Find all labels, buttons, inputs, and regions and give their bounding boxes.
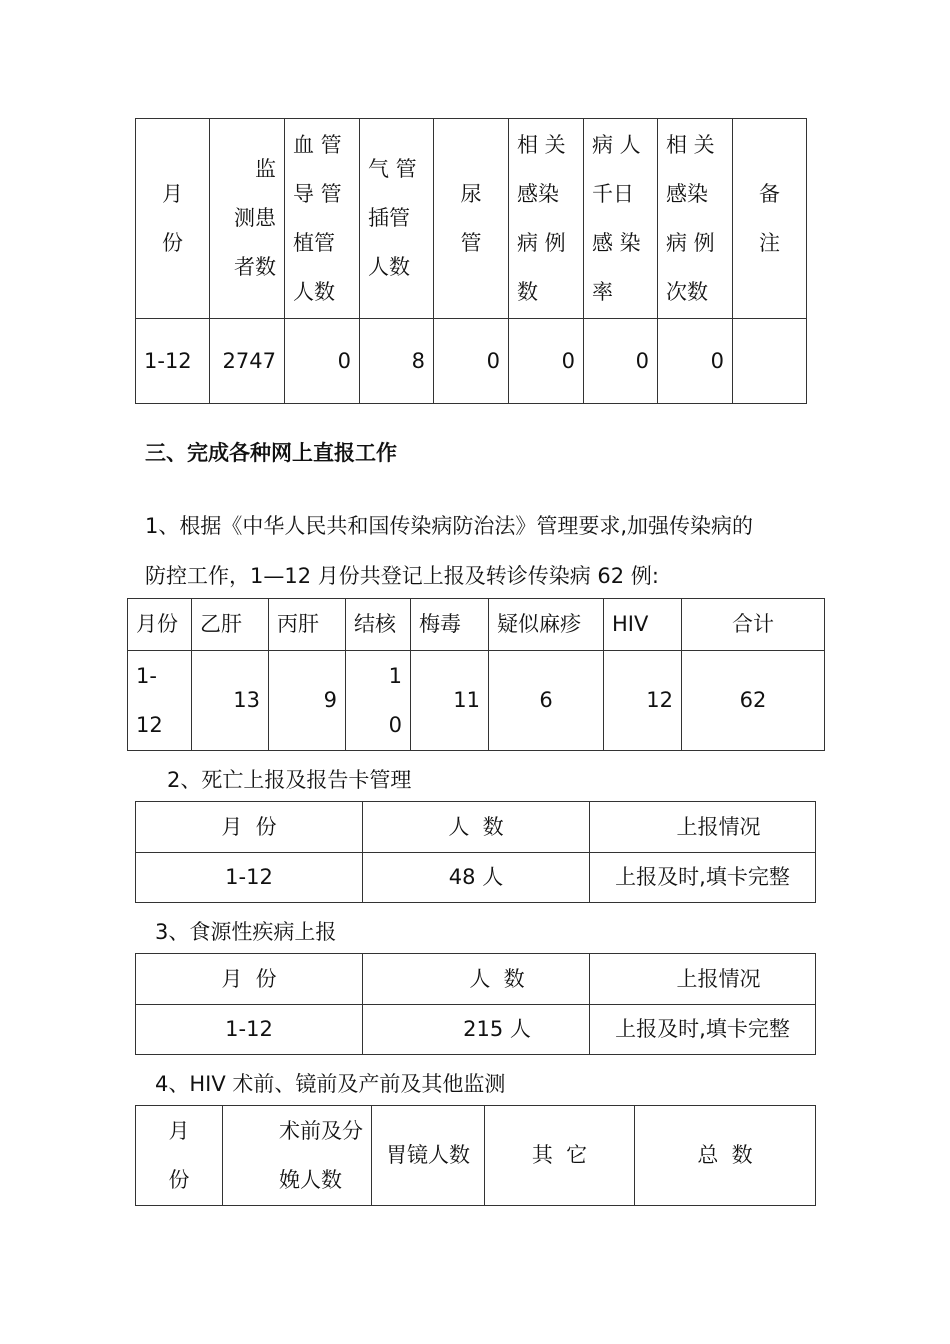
cell-hiv: 12 — [604, 651, 682, 751]
hiv-header-row — [136, 1106, 816, 1206]
infectious-header-row — [128, 599, 825, 651]
cell-status: 上报及时,填卡完整 — [590, 853, 816, 903]
table-row — [128, 651, 825, 751]
header-cell — [584, 119, 658, 319]
cell-infection-rate: 0 — [584, 319, 658, 404]
table-row — [136, 853, 816, 903]
header-gastroscopy: 胃镜人数 — [372, 1106, 485, 1206]
header-catheter: 血 管 导 管 植管 人数 — [293, 132, 342, 304]
header-intubation: 气 管 插管 人数 — [368, 157, 417, 279]
death-header-row — [136, 802, 816, 853]
cell-suspected-measles: 6 — [489, 651, 604, 751]
header-month: 月 份 — [168, 1118, 190, 1192]
cell-notes — [733, 319, 807, 404]
hiv-monitoring-table — [135, 1105, 816, 1206]
cell-month-wrap — [128, 651, 192, 751]
header-month-wrap — [136, 1106, 223, 1206]
table-row — [136, 1005, 816, 1055]
cell-hepatitis-c: 9 — [269, 651, 346, 751]
cell-month: 1-12 — [136, 1005, 363, 1055]
cell-urinary: 0 — [434, 319, 509, 404]
cell-month: 1-12 — [136, 853, 363, 903]
cell-infection-cases: 0 — [509, 319, 584, 404]
header-month: 月份 — [128, 599, 192, 651]
header-month: 月 份 — [162, 181, 183, 255]
subsection-title: 2、死亡上报及报告卡管理 — [167, 768, 412, 792]
infectious-disease-table — [127, 598, 825, 751]
header-infection-cases: 相 关 感染 病 例 数 — [517, 132, 566, 304]
header-notes: 备 注 — [759, 181, 780, 255]
food-header-row — [136, 954, 816, 1005]
surveillance-header-row — [136, 119, 807, 319]
cell-patients: 2747 — [210, 319, 285, 404]
header-month: 月 份 — [136, 954, 363, 1005]
header-count: 人 数 — [363, 802, 590, 853]
death-report-table — [135, 801, 816, 903]
header-month: 月 份 — [136, 802, 363, 853]
cell-infection-times: 0 — [658, 319, 733, 404]
header-total: 总 数 — [635, 1106, 816, 1206]
header-cell — [360, 119, 434, 319]
cell-month: 1-12 — [136, 319, 210, 404]
section-heading: 三、完成各种网上直报工作 — [145, 441, 397, 465]
foodborne-table — [135, 953, 816, 1055]
cell-count: 215 人 — [363, 1005, 590, 1055]
header-presurgery-delivery: 术前及分 娩人数 — [279, 1118, 363, 1192]
cell-count: 48 人 — [363, 853, 590, 903]
header-hiv: HIV — [604, 599, 682, 651]
cell-catheter: 0 — [285, 319, 360, 404]
header-other: 其 它 — [485, 1106, 635, 1206]
header-status: 上报情况 — [590, 802, 816, 853]
paragraph-line: 防控工作，1—12 月份共登记上报及转诊传染病 62 例: — [145, 564, 659, 588]
table-row — [136, 319, 807, 404]
header-hepatitis-b: 乙肝 — [192, 599, 269, 651]
header-cell — [509, 119, 584, 319]
paragraph-line: 1、根据《中华人民共和国传染病防治法》管理要求,加强传染病的 — [145, 514, 754, 538]
cell-intubation: 8 — [360, 319, 434, 404]
cell-month: 1- 12 — [136, 663, 163, 737]
header-total: 合计 — [682, 599, 825, 651]
cell-total: 62 — [682, 651, 825, 751]
cell-tb-wrap — [346, 651, 411, 751]
cell-tuberculosis: 1 0 — [388, 663, 402, 737]
header-urinary: 尿 管 — [460, 181, 482, 255]
header-cell — [434, 119, 509, 319]
header-status: 上报情况 — [590, 954, 816, 1005]
header-cell — [285, 119, 360, 319]
header-patients: 监 测患 者数 — [234, 157, 276, 279]
header-cell — [733, 119, 807, 319]
surveillance-table — [135, 118, 807, 404]
header-syphilis: 梅毒 — [411, 599, 489, 651]
header-surgery-wrap — [223, 1106, 372, 1206]
header-cell — [136, 119, 210, 319]
subsection-title: 4、HIV 术前、镜前及产前及其他监测 — [155, 1072, 506, 1096]
cell-hepatitis-b: 13 — [192, 651, 269, 751]
header-tuberculosis: 结核 — [346, 599, 411, 651]
header-infection-rate: 病 人 千日 感 染 率 — [592, 132, 641, 304]
header-suspected-measles: 疑似麻疹 — [489, 599, 604, 651]
subsection-title: 3、食源性疾病上报 — [155, 920, 337, 944]
header-cell — [658, 119, 733, 319]
header-infection-times: 相 关 感染 病 例 次数 — [666, 132, 715, 304]
header-hepatitis-c: 丙肝 — [269, 599, 346, 651]
cell-status: 上报及时,填卡完整 — [590, 1005, 816, 1055]
header-count: 人 数 — [363, 954, 590, 1005]
cell-syphilis: 11 — [411, 651, 489, 751]
header-cell — [210, 119, 285, 319]
